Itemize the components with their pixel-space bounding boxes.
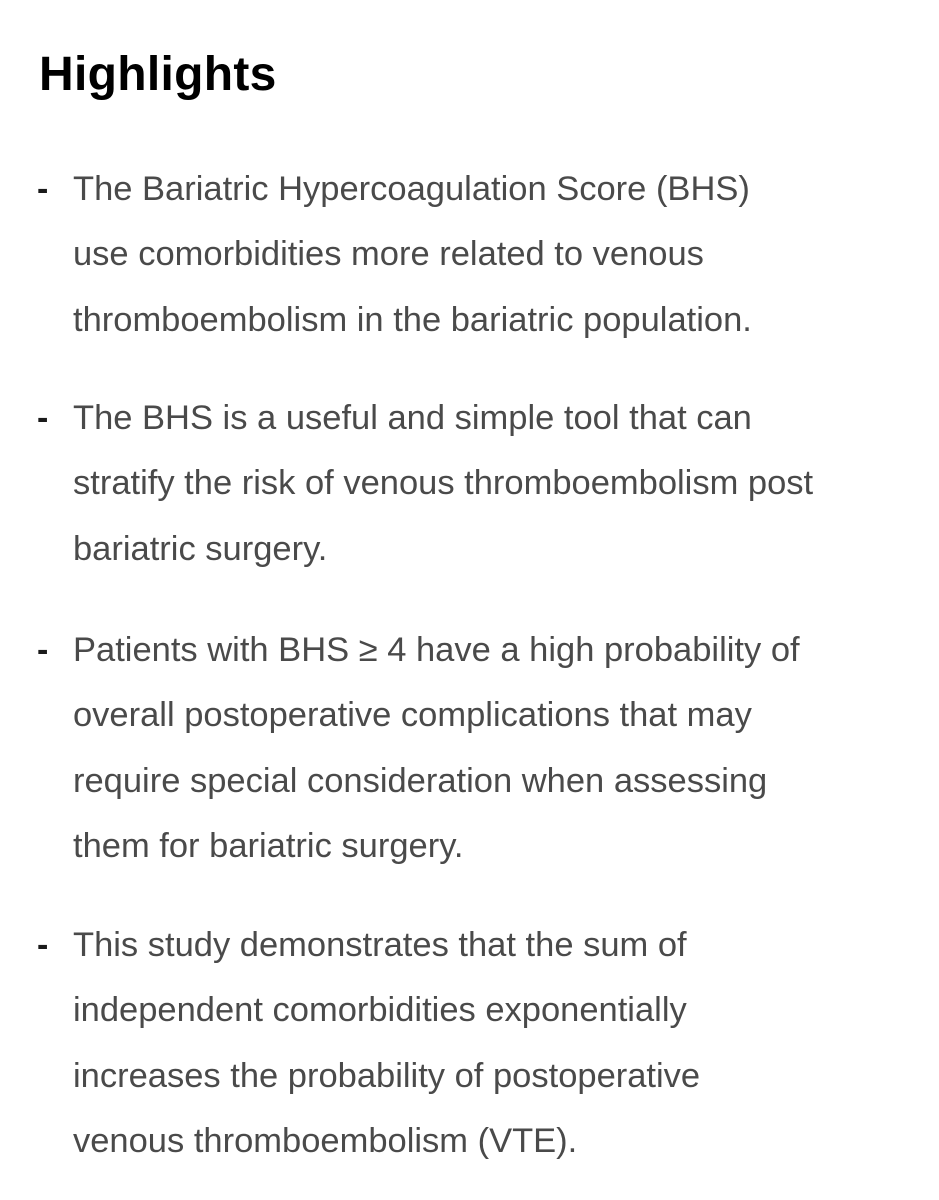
bullet-dash: - [37, 926, 49, 964]
list-item-text: The Bariatric Hypercoagulation Score (BHS) use comorbidities more related to venous thromboembolism in the bariatric population. [73, 170, 752, 339]
list-item-text: The BHS is a useful and simple tool that can stratify the risk of venous thromboembolism post bariatric surgery. [73, 399, 814, 568]
page-title: Highlights [39, 48, 277, 101]
list-item-text: This study demonstrates that the sum of independent comorbidities exponentially increases the probability of postoperative venous thromboembolism (VTE). [73, 926, 701, 1160]
bullet-dash: - [37, 399, 49, 437]
bullet-dash: - [37, 631, 49, 669]
list-item-text: Patients with BHS ≥ 4 have a high probability of overall postoperative complications that may require special consideration when assessing them for bariatric surgery. [73, 631, 800, 865]
bullet-dash: - [37, 170, 49, 208]
